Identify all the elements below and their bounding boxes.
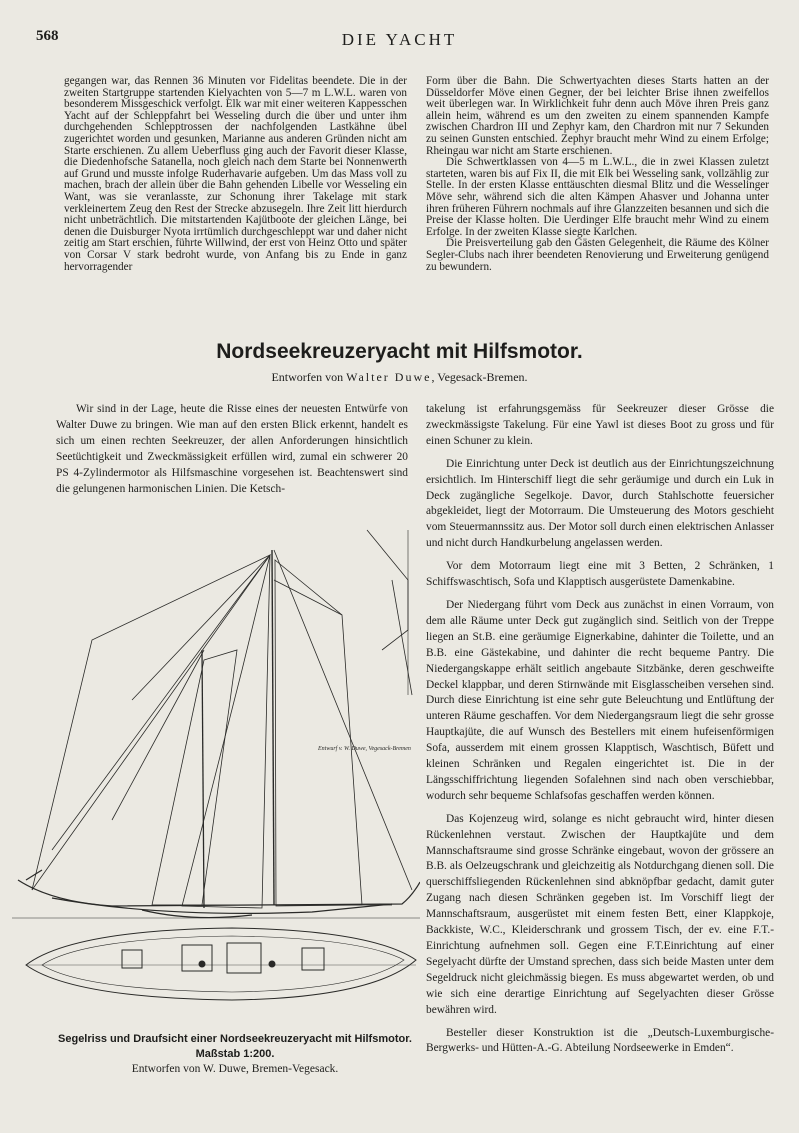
sail-plan-drawing — [26, 530, 412, 908]
hull-side-view — [12, 880, 420, 918]
paragraph: Form über die Bahn. Die Schwertyachten dieses Starts hatten an der Düsseldorfer Möve einen Gegner, der bei leichter Brise ihnen zweifellos weit überlegen war. In Wirklichkeit fuhr denn auch Möve ihren Preis ganz allein heim, während es um den zweiten zu einem spannenden Kampfe zwischen Chardron III und Zephyr kam, den Chardron mit nur 7 Sekunden zu seinen Gunsten entschied. Zephyr braucht mehr Wind zu einem Erfolge; Rheingau war nicht am Starte erschienen. — [426, 76, 769, 157]
paragraph: Wir sind in der Lage, heute die Risse eines der neuesten Entwürfe von Walter Duwe zu bringen. Wie man auf den ersten Blick erkennt, handelt es sich um einen rechten Seekreuzer, der allen Anforderungen hinsichtlich Seetüchtigkeit und Zweckmässigkeit erfüllen wird, zumal ein schwerer 20 PS 4-Zylindermotor als Hilfsmaschine vorgesehen ist. Beachtenswert sind die gelungenen harmonischen Linien. Die Ketsch- — [56, 403, 408, 495]
figure-scale: Maßstab 1:200. — [195, 1048, 275, 1060]
article-left-column — [56, 402, 408, 497]
running-title: DIE YACHT — [341, 30, 458, 49]
paragraph: Vor dem Motorraum liegt eine mit 3 Betten, 2 Schränken, 1 Schiffswaschtisch, Sofa und Klapptisch ausgerüstete Damenkabine. — [426, 560, 774, 589]
paragraph: Besteller dieser Konstruktion ist die „Deutsch-Luxemburgische-Bergwerks- und Hütten-A.-G. Abteilung Nordseewerke in Emden“. — [426, 1026, 774, 1055]
top-left-column — [64, 76, 407, 273]
byline-author: Walter Duwe — [346, 370, 432, 384]
paragraph: Die Einrichtung unter Deck ist deutlich aus der Einrichtungszeichnung ersichtlich. Im Hinterschiff liegt die sehr geräumige und durch ein Luk in Deck zugängliche Segelkoje. Davor, durch Stahlschotte feuersicher abgekleidet, liegt der Motorraum. Die Umsteuerung des Motors geschieht vom Steuermannssitz aus. Der Motor soll durch einen elektrischen Anlasser und nicht durch Handkurbelung angelassen werden. — [426, 457, 774, 550]
byline-prefix: Entworfen von — [271, 370, 344, 384]
article-title: Nordseekreuzeryacht mit Hilfsmotor. — [216, 340, 583, 363]
paragraph: Das Kojenzeug wird, solange es nicht gebraucht wird, hinter diesen Rückenlehnen verstaut. Zwischen der Hauptkajüte und dem Mannschaftsraume sind grosse Schränke eingebaut, wovon der grössere an B.B. als Oelzeugschrank und gleichzeitig als Notdurchgang dienen soll. Die querschiffsliegenden Rückenlehnen sind abknöpfbar gedacht, damit guter Zugang nach diesen Schränken gegeben ist. Im Vorschiff liegt der Mannschaftsraum, ausgerüstet mit einem festen Bett, einer Klappkoje, Backkiste, W.C., Kleiderschrank und grossem Tisch, der ev. eine F.T.-Einrichtung aufnehmen soll. Gegen eine F.T.Einrichtung auf einer Segelyacht dürfte der Umstand sprechen, dass sich beide Masten unter dem Segeldruck nicht gleichmässig biegen. Es muss abgewartet werden, ob und wie sich eine derartige Einrichtung auf Segelyachten dieser Grösse bewähren wird. — [426, 812, 774, 1016]
figure-caption: Segelriss und Draufsicht einer Nordseekreuzeryacht mit Hilfsmotor. — [58, 1033, 412, 1045]
sail-plan-figure — [12, 520, 420, 1025]
paragraph: Die Preisverteilung gab den Gästen Gelegenheit, die Räume des Kölner Segler-Clubs nach ihrer beendeten Renovierung und Erweiterung genügend zu bewundern. — [426, 237, 769, 273]
deck-plan-view — [26, 928, 416, 1000]
paragraph: gegangen war, das Rennen 36 Minuten vor Fidelitas beendete. Die in der zweiten Startgruppe startenden Kielyachten von 5—7 m L.W.L. waren von besonderem Missgeschick verfolgt. Elk war mit einer weiteren Kappesschen Yacht auf der Schleppfahrt bei Wesseling durch die über und unter ihm durchgehenden Schlepptrossen der nachfolgenden Lastkähne übel zugerichtet worden und gesunken, Marianne aus anderen Gründen nicht am Starte erschienen. Zu allem Ueberfluss ging auch der Favorit dieser Klasse, die Diedenhofsche Satanella, noch gleich nach dem Starte bei Nonnenwerth auf Grund und musste infolge Ruderhavarie aufgeben. Um das Mass voll zu machen, brach der allein über die Bahn gehenden Libelle vor Wesseling ein Want, was sie veranlasste, zur Schonung ihrer Takelage mit stark verkleinertem Zeug den Rest der Strecke abzusegeln. Ihre Zeit litt hierdurch nicht unbeträchtlich. Die mitstartenden Kajütboote der gleichen Länge, bei denen die Duisburger Nyota irrtümlich durchgeschleppt war und daher nicht zeitig am Start erschien, führte Willwind, der erst von Heinz Otto und später von Corsar V stark bedroht wurde, von Anfang bis zu Ende in ganz hervorragender — [64, 76, 407, 273]
paragraph: Die Schwertklassen von 4—5 m L.W.L., die in zwei Klassen zuletzt starteten, waren bis auf Fix II, die mit Elk bei Wesseling sank, vollzählig zur Stelle. In der ersten Klasse enttäuschten diesmal Blitz und die Wesselinger Möve sehr, während sich die alten Kämpen Ahasver und Johanna unter ihren früheren Führern nochmals auf ihre Glanzzeiten besannen und sich die Preise der Klasse holten. Die Uerdinger Elfe braucht mehr Wind zu einem Erfolge. In der zweiten Klasse siegte Karlchen. — [426, 156, 769, 238]
byline-place: , Vegesack-Bremen. — [431, 370, 528, 384]
article-right-column — [426, 402, 774, 1064]
article-byline — [0, 370, 799, 385]
paragraph: Der Niedergang führt vom Deck aus zunächst in einen Vorraum, von dem alle Räume unter Deck gut zugänglich sind. Seitlich von der Treppe liegen an St.B. eine geräumige Eignerkabine, dahinter die Toilette, und an B.B. eine Gästekabine, und dahinter die recht bequeme Pantry. Die Niedergangskappe erhält seitlich angebaute Sitzbänke, deren geschweifte Deckel klappbar, und deren Stirnwände mit Eisglasscheiben versehen sind. Durch diese Einrichtung ist eine sehr gute Beleuchtung und Entlüftung der unteren Räume geschaffen. Vor dem Niedergangsraum liegt die sehr grosse Hauptkajüte, die auf Wunsch des Bestellers mit einem hufeisenförmigen Sofa, ausserdem mit einem grossen Klapptisch, Waschtisch, Büfett und kleinen Schränken und Regalen eingerichtet ist. Die in der Längsschiffrichtung liegenden Sofalehnen sind nach oben verschiebbar, wodurch sehr bequeme Schlafsofas geschaffen werden können. — [426, 598, 774, 802]
page-number: 568 — [36, 28, 59, 44]
drawing-signature: Entwurf v. W. Duwe, Vegesack-Bremen — [318, 746, 411, 752]
top-right-column — [426, 76, 769, 273]
figure-credit: Entworfen von W. Duwe, Bremen-Vegesack. — [131, 1063, 339, 1075]
paragraph: takelung ist erfahrungsgemäss für Seekreuzer dieser Grösse die zweckmässigste Takelung. Für eine Yawl ist dieses Boot zu gross und für einen Schuner zu klein. — [426, 403, 774, 447]
